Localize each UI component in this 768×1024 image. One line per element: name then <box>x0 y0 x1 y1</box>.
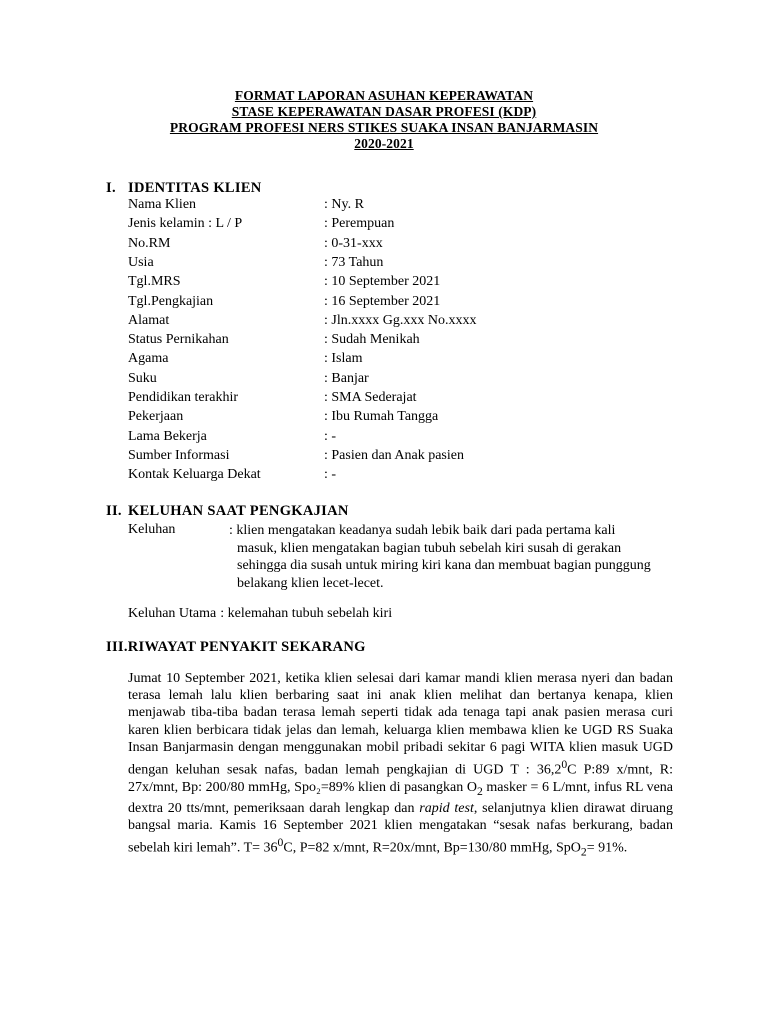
identitas-label: Pendidikan terakhir <box>128 390 239 405</box>
identitas-value: : Sudah Menikah <box>324 332 420 348</box>
section-riwayat-heading <box>106 639 366 656</box>
identitas-value: : Perempuan <box>324 216 394 232</box>
section-title: KELUHAN SAAT PENGKAJIAN <box>128 503 349 519</box>
identitas-label: Lama Bekerja <box>128 428 207 444</box>
identitas-value: : - <box>324 429 336 445</box>
oxygen-subscript: 2 <box>476 784 483 798</box>
keluhan-text-first: : klien mengatakan keadanya sudah lebik baik dari pada pertama kali <box>229 523 615 538</box>
riwayat-paragraph <box>128 670 673 861</box>
oxygen-subscript: 2 <box>580 845 587 859</box>
riwayat-text: , selanjutnya klien dirawat diruang bangsal maria. Kamis 16 September 2021 klien mengatakan “sesak nafas berkurang, badan sebelah kiri lemah”. T= 36 <box>128 800 673 856</box>
identitas-label: Tgl.MRS <box>128 274 181 290</box>
identitas-value: : 16 September 2021 <box>324 294 440 310</box>
identitas-value: : Islam <box>324 351 363 367</box>
header-title: FORMAT LAPORAN ASUHAN KEPERAWATAN <box>234 88 534 103</box>
identitas-value: : SMA Sederajat <box>324 390 417 406</box>
identitas-value: : Ny. R <box>324 197 364 213</box>
identitas-label: Status Pernikahan <box>128 332 229 348</box>
identitas-label: Kontak Keluarga Dekat <box>128 467 261 483</box>
identitas-label: Jenis kelamin : L / P <box>128 216 243 232</box>
header-stase: STASE KEPERAWATAN DASAR PROFESI (KDP) <box>231 104 537 119</box>
degree-superscript: 0 <box>561 758 568 772</box>
section-identitas-heading <box>106 180 262 197</box>
section-title: RIWAYAT PENYAKIT SEKARANG <box>127 639 366 655</box>
riwayat-text: = 91%. <box>586 840 628 856</box>
section-title: IDENTITAS KLIEN <box>128 180 262 196</box>
identitas-label: Usia <box>128 254 154 270</box>
section-number: II. <box>106 503 122 519</box>
keluhan-label: Keluhan <box>128 522 176 537</box>
identitas-value: : Banjar <box>324 371 369 387</box>
identitas-value: : - <box>324 467 336 483</box>
section-keluhan-heading <box>106 503 349 520</box>
keluhan-utama-value: : kelemahan tubuh sebelah kiri <box>220 606 393 621</box>
riwayat-text: C, P=82 x/mnt, R=20x/mnt, Bp=130/80 mmHg, SpO <box>283 840 581 856</box>
riwayat-text: masker = 6 L/mnt, infus RL vena dextra 20 tts/mnt, pemeriksaan darah lengkap dan <box>128 779 673 816</box>
section-number: III. <box>106 639 128 655</box>
identitas-label: Nama Klien <box>128 197 197 212</box>
identitas-value: : Pasien dan Anak pasien <box>324 448 464 464</box>
rapid-test-italic: rapid test <box>419 800 474 816</box>
identitas-value: : 10 September 2021 <box>324 274 440 290</box>
identitas-label: Suku <box>128 370 157 386</box>
degree-superscript: 0 <box>277 836 284 850</box>
section-number: I. <box>106 180 116 196</box>
identitas-value: : Jln.xxxx Gg.xxx No.xxxx <box>324 313 476 329</box>
identitas-label: Pekerjaan <box>128 409 184 425</box>
identitas-value: : 73 Tahun <box>324 255 383 271</box>
keluhan-utama <box>128 606 392 622</box>
identitas-value: : Ibu Rumah Tangga <box>324 409 438 425</box>
identitas-label: Alamat <box>128 312 170 328</box>
identitas-value: : 0-31-xxx <box>324 236 383 252</box>
riwayat-text: C P:89 x/mnt, R: 27x/mnt, Bp: 200/80 mmHg, Spo₂=89% klien di pasangkan O <box>128 762 673 795</box>
header-year: 2020-2021 <box>354 136 414 151</box>
keluhan-utama-label: Keluhan Utama <box>128 606 217 621</box>
keluhan-text-rest: masuk, klien mengatakan bagian tubuh sebelah kiri susah di gerakan sehingga dia susah untuk miring kiri kana dan membuat bagian punggung belakang klien lecet-lecet. <box>237 540 651 591</box>
header-program: PROGRAM PROFESI NERS STIKES SUAKA INSAN BANJARMASIN <box>169 120 599 135</box>
identitas-label: Tgl.Pengkajian <box>128 293 214 309</box>
riwayat-text: Jumat 10 September 2021, ketika klien selesai dari kamar mandi klien merasa nyeri dan badan terasa lemah lalu klien berbaring saat ini anak klien melihat dan bertanya kenapa, klien menjawab tiba-tiba badan terasa lemah seperti tidak ada tenaga tapi anak pasien merasa curi karen klien berbicara tidak jelas dan lemah, keluarga klien membawa klien ke UGD RS Suaka Insan Banjarmasin dengan menggunakan mobil pribadi sekitar 6 pagi WITA klien masuk UGD dengan keluhan sesak nafas, badan lemah pengkajian di UGD T : 36,2 <box>128 671 673 778</box>
identitas-label: No.RM <box>128 235 171 251</box>
identitas-label: Agama <box>128 351 169 367</box>
identitas-label: Sumber Informasi <box>128 447 230 463</box>
keluhan-text <box>229 522 669 592</box>
document-header <box>0 88 768 152</box>
